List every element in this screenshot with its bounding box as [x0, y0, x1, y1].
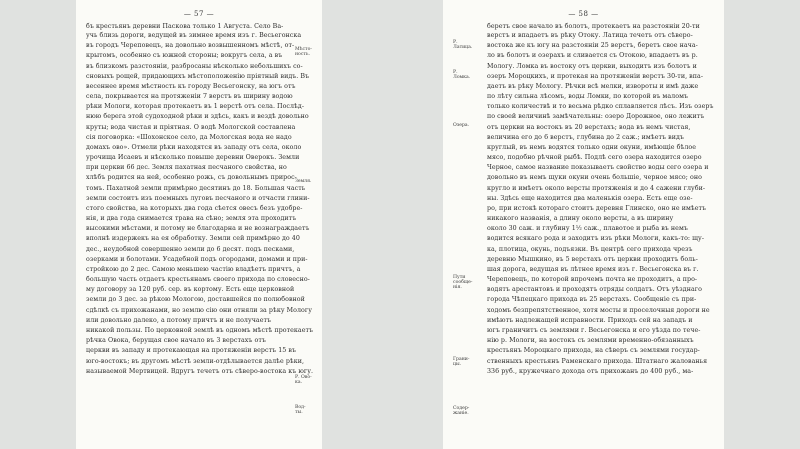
text-line: даетъ въ рѣку Мологу. Рѣчки всѣ мелки, извороты и имѣ даже: [487, 82, 699, 90]
text-line: Черное, самое название показываетъ свойство воды сего озера и: [487, 164, 709, 172]
text-line: нію р. Мологи, на востокъ съ землями временно-обязанныхъ: [487, 337, 694, 345]
page-number: — 57 —: [183, 10, 215, 18]
page-number: — 58 —: [568, 10, 599, 18]
text-line: кругло и имѣетъ около версты протяженія и до 4 сажени глуби-: [487, 184, 706, 192]
text-line: востока же къ югу на разстояніи 25 верстъ, беретъ свое нача-: [487, 42, 698, 50]
text-line: весеннее время мѣстность къ городу Весьегонску, на югъ отъ: [86, 82, 296, 90]
text-line: земли до 3 дес. за рѣкою Мологою, доставшейся по полюбовной: [86, 296, 305, 304]
text-line: села, покрывается на протяженіи 7 верстъ въ ширину водою: [86, 93, 293, 101]
text-line: никакого названія, а длину около версты, а въ ширину: [487, 215, 674, 223]
text-line: озерками и болотами. Усадебной подъ огородами, домами и при-: [86, 255, 308, 263]
margin-note: Грани- цы.: [453, 357, 470, 368]
text-line: круты; вода чистая и пріятная. О водѣ Мологской составлена: [86, 123, 296, 131]
text-line: урочища Исаевъ и нѣсколько повыше деревни Оверокъ. Земли: [86, 154, 300, 162]
text-line: юго-востокъ; въ другомъ мѣстѣ земли-отдѣлывается далѣе рѣки,: [86, 357, 305, 365]
text-line: Мологу. Ломка въ востоку отъ церкви, выходитъ изъ болотъ и: [487, 62, 697, 70]
text-line: ло въ болотъ и озерахъ и сливается съ Отокою, впадаетъ въ р.: [487, 52, 698, 60]
text-line: нія, и два года снимается трава на сѣно; земля эта проходитъ: [86, 215, 297, 223]
text-line: хлѣбъ родится на ней, особенно рожь, съ довольнымъ прирос-: [86, 174, 297, 182]
text-line: учь близь дороги, ведущей въ зимнее время изъ г. Весьегонска: [86, 32, 302, 39]
text-line: по своей величинѣ замѣчательны: озеро Дорожное, оно лежитъ: [487, 113, 705, 121]
text-body: [443, 22, 724, 377]
text-line: сдѣлкѣ съ прихожанами, но землю сію они отняли за рѣку Мологу: [86, 306, 312, 314]
text-line: вполнѣ издержекъ на ея обработку. Земли сей примѣрно до 40: [86, 235, 300, 243]
text-line: мясо, подобно рѣчной рыбѣ. Подлѣ сего озера находится озеро: [487, 154, 702, 162]
text-line: озеръ Мороцкихъ, и протекая на протяженіи верстъ 30-ти, впа-: [487, 72, 704, 80]
text-line: рѣки Мологи, которая протекаетъ въ 1 верстѣ отъ села. Послѣд-: [86, 103, 305, 111]
text-body: [76, 22, 322, 377]
text-line: никакой пользы. По церковной землѣ въ одномъ мѣстѣ протекаетъ: [86, 326, 314, 334]
text-line: бъ крестьянъ деревни Паскова только 1 Августа. Село Ва-: [86, 23, 284, 30]
text-line: югъ граничитъ съ землями г. Весьегонска и его уѣзда по тече-: [487, 326, 701, 334]
text-line: ны. Здѣсь еще находится два маленькія озера. Есть еще озе-: [487, 194, 693, 202]
text-line: въ близкомъ разстояніи, разбросаны нѣсколько небольшихъ со-: [86, 62, 303, 70]
margin-note: Вод- ты.: [295, 405, 306, 416]
text-line: 336 руб., кружечнаго дохода отъ прихожанъ до 400 руб., ма-: [487, 367, 694, 375]
margin-note: Содер- жаніе.: [453, 406, 470, 417]
text-line: рѣчка Овока, берущая свое начало въ 3 верстахъ отъ: [86, 337, 266, 345]
text-line: сновыхъ рощей, придающихъ мѣстоположенію пріятный видъ. Въ: [86, 72, 310, 80]
text-line: при церкви 66 дес. Земля пахатная песчаного свойства, но: [86, 164, 287, 172]
text-line: водится всякаго рода и заходитъ изъ рѣки Мологи, какъ-то: щу-: [487, 235, 704, 243]
text-line: города Чѣпецкаго прихода въ 25 верстахъ. Сообщеніе съ при-: [487, 296, 697, 304]
text-line: стого свойства, на которыхъ два года сѣется овесъ безъ удобре-: [86, 204, 303, 212]
text-line: дес., неудобной совершенно земли до 6 десят. подъ песками,: [86, 245, 295, 253]
text-line: довольно въ немъ щуки окуни очень большіе, черное мясо; оно: [487, 174, 702, 182]
right-book-page: [443, 0, 724, 449]
margin-note: Р. Латица.: [453, 40, 473, 51]
text-line: Череповецъ, по которой впрочемъ почта не проходитъ, а про-: [487, 276, 698, 284]
text-line: деревню Мышкино, въ 5 верстахъ отъ церкви проходитъ боль-: [487, 255, 698, 263]
text-line: ро, при истокѣ котораго стоитъ деревня Глинско, оно не имѣетъ: [487, 204, 707, 212]
text-line: крытомъ, особенно съ южной стороны; вокругъ села, а въ: [86, 52, 283, 60]
text-line: ственныхъ крестьянъ Раменскаго прихода. Штатнаго жалованья: [487, 357, 708, 365]
text-line: водятъ арестантовъ и проходятъ отряды солдатъ. Отъ уѣзднаго: [487, 286, 702, 294]
text-line: отъ церкви на востокъ въ 20 верстахъ; вода въ немъ чистая,: [487, 123, 691, 131]
margin-note: Р. Ломка.: [453, 70, 471, 81]
margin-note: Мѣсто- ность.: [295, 47, 312, 58]
text-line: крестьянъ Мороцкаго прихода, на сѣверъ съ землями государ-: [487, 347, 700, 355]
text-line: по лѣту сильна лѣсомъ, воды Ломки, по которой въ маломъ: [487, 93, 689, 101]
text-line: только количествѣ и то весьма рѣдко сплавляется лѣсъ. Изъ озеръ: [487, 103, 714, 111]
margin-note: Земля.: [295, 179, 312, 184]
text-line: шая дорога, ведущая въ лѣтнее время изъ г. Весьегонска въ г.: [487, 265, 699, 273]
margin-note: Озера.: [453, 123, 470, 128]
text-line: домахъ ово». Отмели рѣки находятся въ западу отъ села, около: [86, 143, 302, 151]
text-line: высокими мѣстами, и потому не благодарна и не вознаграждаетъ: [86, 225, 310, 233]
text-line: му договору за 120 руб. сер. въ кортому. Есть еще церковной: [86, 286, 295, 294]
margin-note: Пути сообще- нія.: [453, 275, 473, 291]
text-line: томъ. Пахатной земли примѣрно десятинъ до 18. Большая часть: [86, 184, 306, 192]
text-line: сія поговорка: «Шохонское село, да Мологская вода не надо: [86, 133, 292, 141]
text-line: церкви въ западу и протекающая на протяженіи верстъ 15 въ: [86, 347, 297, 355]
text-line: въ городъ Череповецъ, на довольно возвышенномъ мѣстѣ, от-: [86, 42, 295, 50]
text-line: верстъ и впадаетъ въ рѣку Отоку. Латица течетъ отъ сѣверо-: [487, 32, 693, 39]
margin-note: Р. Ово- ка.: [295, 375, 312, 386]
text-line: круглый, въ немъ водятся только одни окуни, имѣющіе бѣлое: [487, 143, 696, 151]
text-line: большую часть отдаетъ крестьянамъ своего прихода по словесно-: [86, 276, 310, 284]
text-line: около 30 саж. и глубину 1½ саж., плавотое и рыба въ немъ: [487, 225, 688, 233]
text-line: имѣютъ надлежащей исправности. Приходъ сей на западъ и: [487, 316, 693, 324]
text-line: называемой Мертвицей. Вдругъ течетъ отъ сѣверо-востока къ югу.: [86, 367, 314, 375]
text-line: беретъ свое начало въ болотъ, протекаетъ на разстояніи 20-ти: [487, 23, 700, 30]
text-line: стройкою до 2 дес. Самою меньшею частію владѣетъ причтъ, а: [86, 265, 301, 273]
text-line: или довольно далеко, а потому причтъ и не получаетъ: [86, 316, 272, 324]
text-line: ка, плотица, окунь, подъязки. Въ центрѣ сего прихода чрезъ: [487, 245, 693, 253]
text-line: нюю берега этой судоходной рѣки и здѣсь, какъ и вездѣ довольно: [86, 113, 309, 121]
text-line: земли состоитъ изъ поемныхъ луговъ песчаного и отчасти глини-: [86, 194, 310, 202]
text-line: величина его до 6 верстъ, глубина до 2 саж.; имѣетъ видъ: [487, 133, 684, 141]
left-book-page: [76, 0, 322, 449]
text-line: ходомъ безпрепятственное, хотя мосты и проселочныя дороги не: [487, 306, 710, 314]
